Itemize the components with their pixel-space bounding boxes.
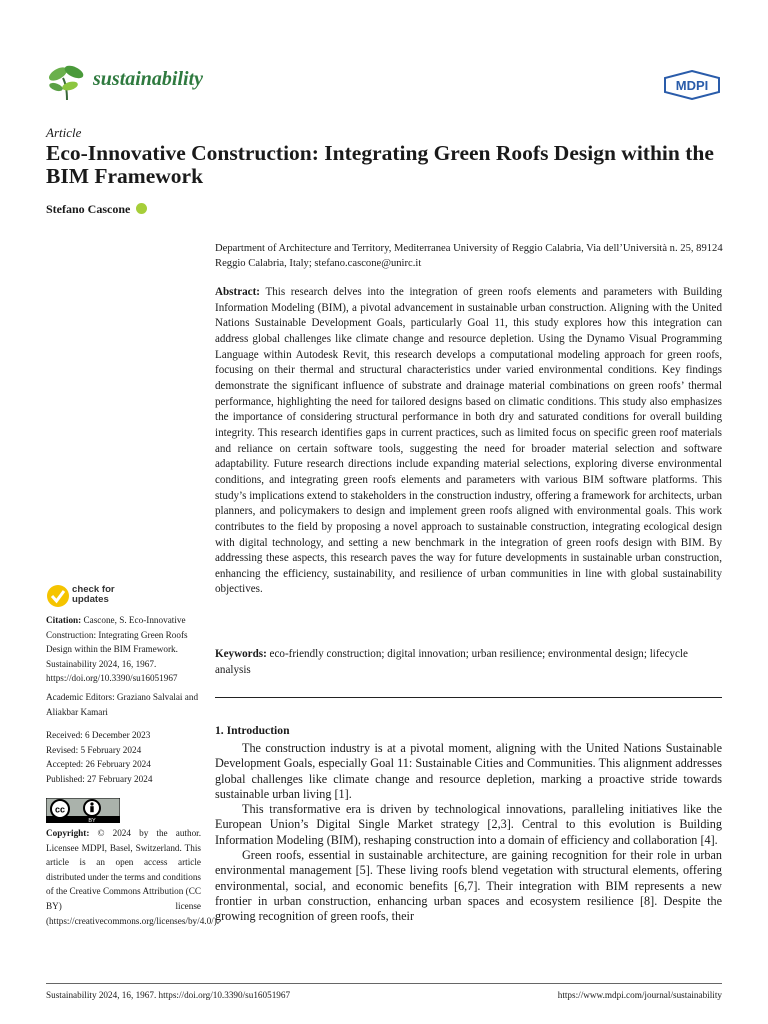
section-heading: 1. Introduction [215,724,290,737]
copyright-text: © 2024 by the author. Licensee MDPI, Basel, Switzerland. This article is an open access article distributed under the terms and conditions of the Creative Commons Attribution (CC BY) license (https://creativecommons.org/licenses/by/4.0/). [46,828,220,926]
svg-text:BY: BY [88,818,96,823]
article-type: Article [46,125,82,140]
introduction-body [215,741,722,925]
accepted-date: Accepted: 26 February 2024 [46,759,151,770]
footer-journal-url[interactable]: https://www.mdpi.com/journal/sustainability [557,990,722,1000]
copyright-notice [46,826,220,928]
copyright-label: Copyright: [46,828,90,838]
mdpi-logo-icon[interactable] [663,70,721,100]
article-title: Eco-Innovative Construction: Integrating Green Roofs Design within the BIM Framework [46,141,714,188]
affiliation: Department of Architecture and Territory, Mediterranea University of Reggio Calabria, Via dell’Università n. 25, 89124 Reggio Calabria, Italy; stefano.cascone@unirc.it [215,243,723,269]
author-name[interactable]: Stefano Cascone [46,202,131,216]
publication-dates [46,728,201,786]
paragraph: Green roofs, essential in sustainable architecture, are gaining recognition for their role in urban environmental management [5]. These living roofs blend vegetation with structural elements, offering environmental, social, and economic benefits [6,7]. Their integration with BIM represents a new frontier in urban construction, enhancing urban spaces and ecosystem resilience [8]. Despite the growing recognition of green roofs, their [215,848,722,924]
citation-label: Citation: [46,615,82,625]
journal-name[interactable]: sustainability [93,68,204,90]
published-date: Published: 27 February 2024 [46,773,153,784]
author-line [46,202,147,217]
revised-date: Revised: 5 February 2024 [46,744,142,755]
orcid-icon[interactable] [136,203,147,214]
keywords [215,647,722,678]
abstract [215,285,722,598]
citation [46,613,201,686]
check-for-updates-label[interactable]: check for updates [72,584,115,605]
keywords-text: eco-friendly construction; digital innovation; urban resilience; environmental design; lifecycle analysis [215,648,688,676]
academic-editors: Academic Editors: Graziano Salvalai and Aliakbar Kamari [46,692,199,717]
abstract-label: Abstract: [215,286,260,298]
footer-divider [46,983,722,984]
keywords-label: Keywords: [215,648,267,660]
received-date: Received: 6 December 2023 [46,730,151,740]
footer-citation[interactable]: Sustainability 2024, 16, 1967. https://doi.org/10.3390/su16051967 [46,990,291,1000]
sustainability-logo-icon [46,60,88,102]
cc-by-license-icon[interactable] [46,798,120,823]
section-divider [215,697,722,698]
svg-text:cc: cc [54,804,66,815]
paragraph: This transformative era is driven by technological innovations, paralleling initiatives like the European Union’s Digital Single Market strategy [2,3]. Central to this evolution is Building Information Modeling (BIM), reshaping construction into a domain of efficiency and collaboration [4]. [215,802,722,847]
abstract-text: This research delves into the integration of green roofs elements and parameters with Building Information Modeling (BIM), a pivotal advancement in sustainable urban construction. Aligning with the United Nations Sustainable Development Goals, particularly Goal 11, this study explores how this integration can address global challenges like climate change and resource depletion. Using the Dynamo Visual Programming Language within Autodesk Revit, this research develops a computational modeling approach for green roofs, focusing on their thermal and structural characteristics under varied environmental conditions. Key findings demonstrate the significant influence of substrate and drainage material combinations on green roofs’ thermal performance, highlighting the need for tailored designs based on climatic conditions. This study also emphasizes the importance of considering structural performance in both dry and saturated conditions for overall building integrity. This research identifies gaps in current practices, such as limited focus on specific green roof materials and reliance on certain software tools, suggesting the need for broader material selection and software adaptability. Future research directions include expanding material selections, exploring diverse environmental conditions, and integrating green roofs elements and parameters with various BIM software platforms. This study’s implications extend to stakeholders in the construction industry, offering a framework for architects, urban planners, and policymakers to design and implement green roofs aligned with environmental goals. This work contributes to the field by proposing a novel approach to sustainable construction, integrating ecological design with digital technology, and setting a new benchmark in the integration of green roofs design with BIM. By addressing these aspects, this research paves the way for future developments in sustainable urban construction, enhancing the efficiency, sustainability, and resilience of urban communities in line with global sustainability objectives. [215,286,723,596]
citation-text[interactable]: Cascone, S. Eco-Innovative Construction: Integrating Green Roofs Design within the BIM Framework. Sustainability 2024, 16, 1967. https://doi.org/10.3390/su16051967 [46,615,188,684]
mdpi-logo-text: MDPI [675,78,709,93]
paragraph: The construction industry is at a pivotal moment, aligning with the United Nations Sustainable Development Goals, especially Goal 11: Sustainable Cities and Communities. This alignment addresses global challenges like climate change and resource depletion, marking a proactive stride towards sustainable urban living [1]. [215,741,722,801]
